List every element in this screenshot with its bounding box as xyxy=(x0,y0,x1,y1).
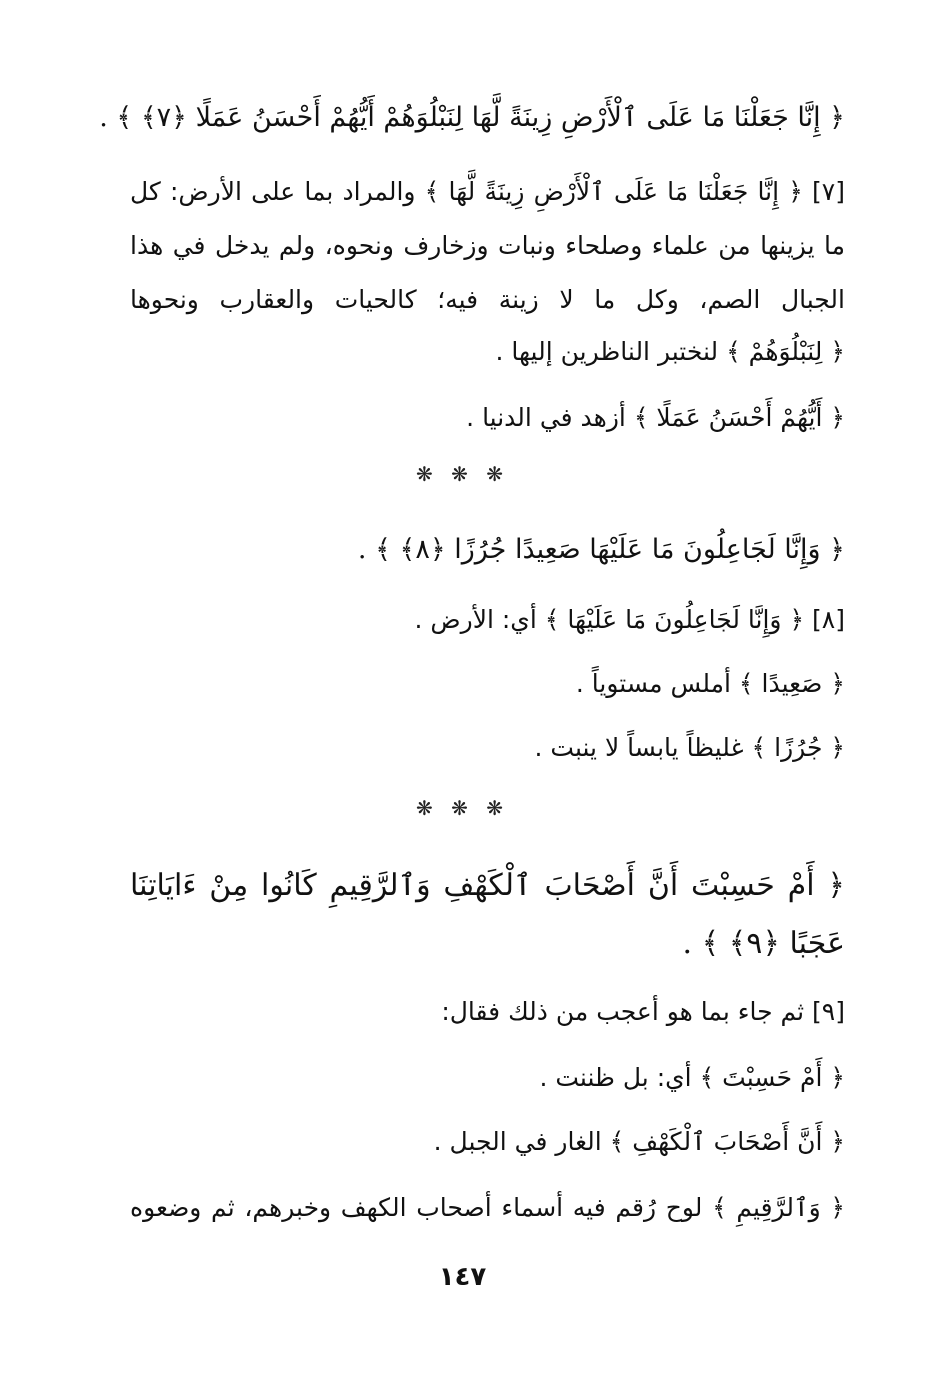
commentary-9-line-2: ﴿ أَمْ حَسِبْتَ ﴾ أي: بل ظننت . xyxy=(539,1063,845,1092)
commentary-7-line-4: ﴿ لِنَبْلُوَهُمْ ﴾ لنختبر الناظرين إليها . xyxy=(495,337,845,366)
verse-7: ﴿ إِنَّا جَعَلْنَا مَا عَلَى ٱلْأَرْضِ زِينَةً لَّهَا لِنَبْلُوَهُمْ أَيُّهُمْ أَحْسَنُ عَمَلًا ﴿٧﴾ ﴾ . xyxy=(99,102,845,133)
section-separator: ❋ ❋ ❋ xyxy=(416,796,509,820)
commentary-8-line-3: ﴿ جُرُزًا ﴾ غليظاً يابساً لا ينبت . xyxy=(534,733,845,762)
commentary-7-line-1: [٧] ﴿ إِنَّا جَعَلْنَا مَا عَلَى ٱلْأَرْضِ زِينَةً لَّهَا ﴾ والمراد بما على الأرض: كل xyxy=(130,177,845,206)
commentary-7-line-3: الجبال الصم، وكل ما لا زينة فيه؛ كالحيات والعقارب ونحوها xyxy=(130,285,845,314)
verse-9-line-1: ﴿ أَمْ حَسِبْتَ أَنَّ أَصْحَابَ ٱلْكَهْفِ وَٱلرَّقِيمِ كَانُوا مِنْ ءَايَاتِنَا xyxy=(130,868,845,903)
verse-8: ﴿ وَإِنَّا لَجَاعِلُونَ مَا عَلَيْهَا صَعِيدًا جُرُزًا ﴿٨﴾ ﴾ . xyxy=(357,534,845,565)
section-separator: ❋ ❋ ❋ xyxy=(416,462,509,486)
commentary-7-line-2: ما يزينها من علماء وصلحاء ونبات وزخارف ونحوه، ولم يدخل في هذا xyxy=(130,231,845,260)
page-number: ١٤٧ xyxy=(438,1262,487,1292)
commentary-7-line-5: ﴿ أَيُّهُمْ أَحْسَنُ عَمَلًا ﴾ أزهد في الدنيا . xyxy=(466,403,845,432)
commentary-9-line-1: [٩] ثم جاء بما هو أعجب من ذلك فقال: xyxy=(441,997,845,1026)
commentary-8-line-1: [٨] ﴿ وَإِنَّا لَجَاعِلُونَ مَا عَلَيْهَا ﴾ أي: الأرض . xyxy=(414,605,845,634)
commentary-9-line-4: ﴿ وَٱلرَّقِيمِ ﴾ لوح رُقم فيه أسماء أصحاب الكهف وخبرهم، ثم وضعوه xyxy=(130,1193,845,1222)
verse-9-line-2: عَجَبًا ﴿٩﴾ ﴾ . xyxy=(682,926,845,961)
commentary-8-line-2: ﴿ صَعِيدًا ﴾ أملس مستوياً . xyxy=(575,669,845,698)
commentary-9-line-3: ﴿ أَنَّ أَصْحَابَ ٱلْكَهْفِ ﴾ الغار في الجبل . xyxy=(433,1127,845,1156)
